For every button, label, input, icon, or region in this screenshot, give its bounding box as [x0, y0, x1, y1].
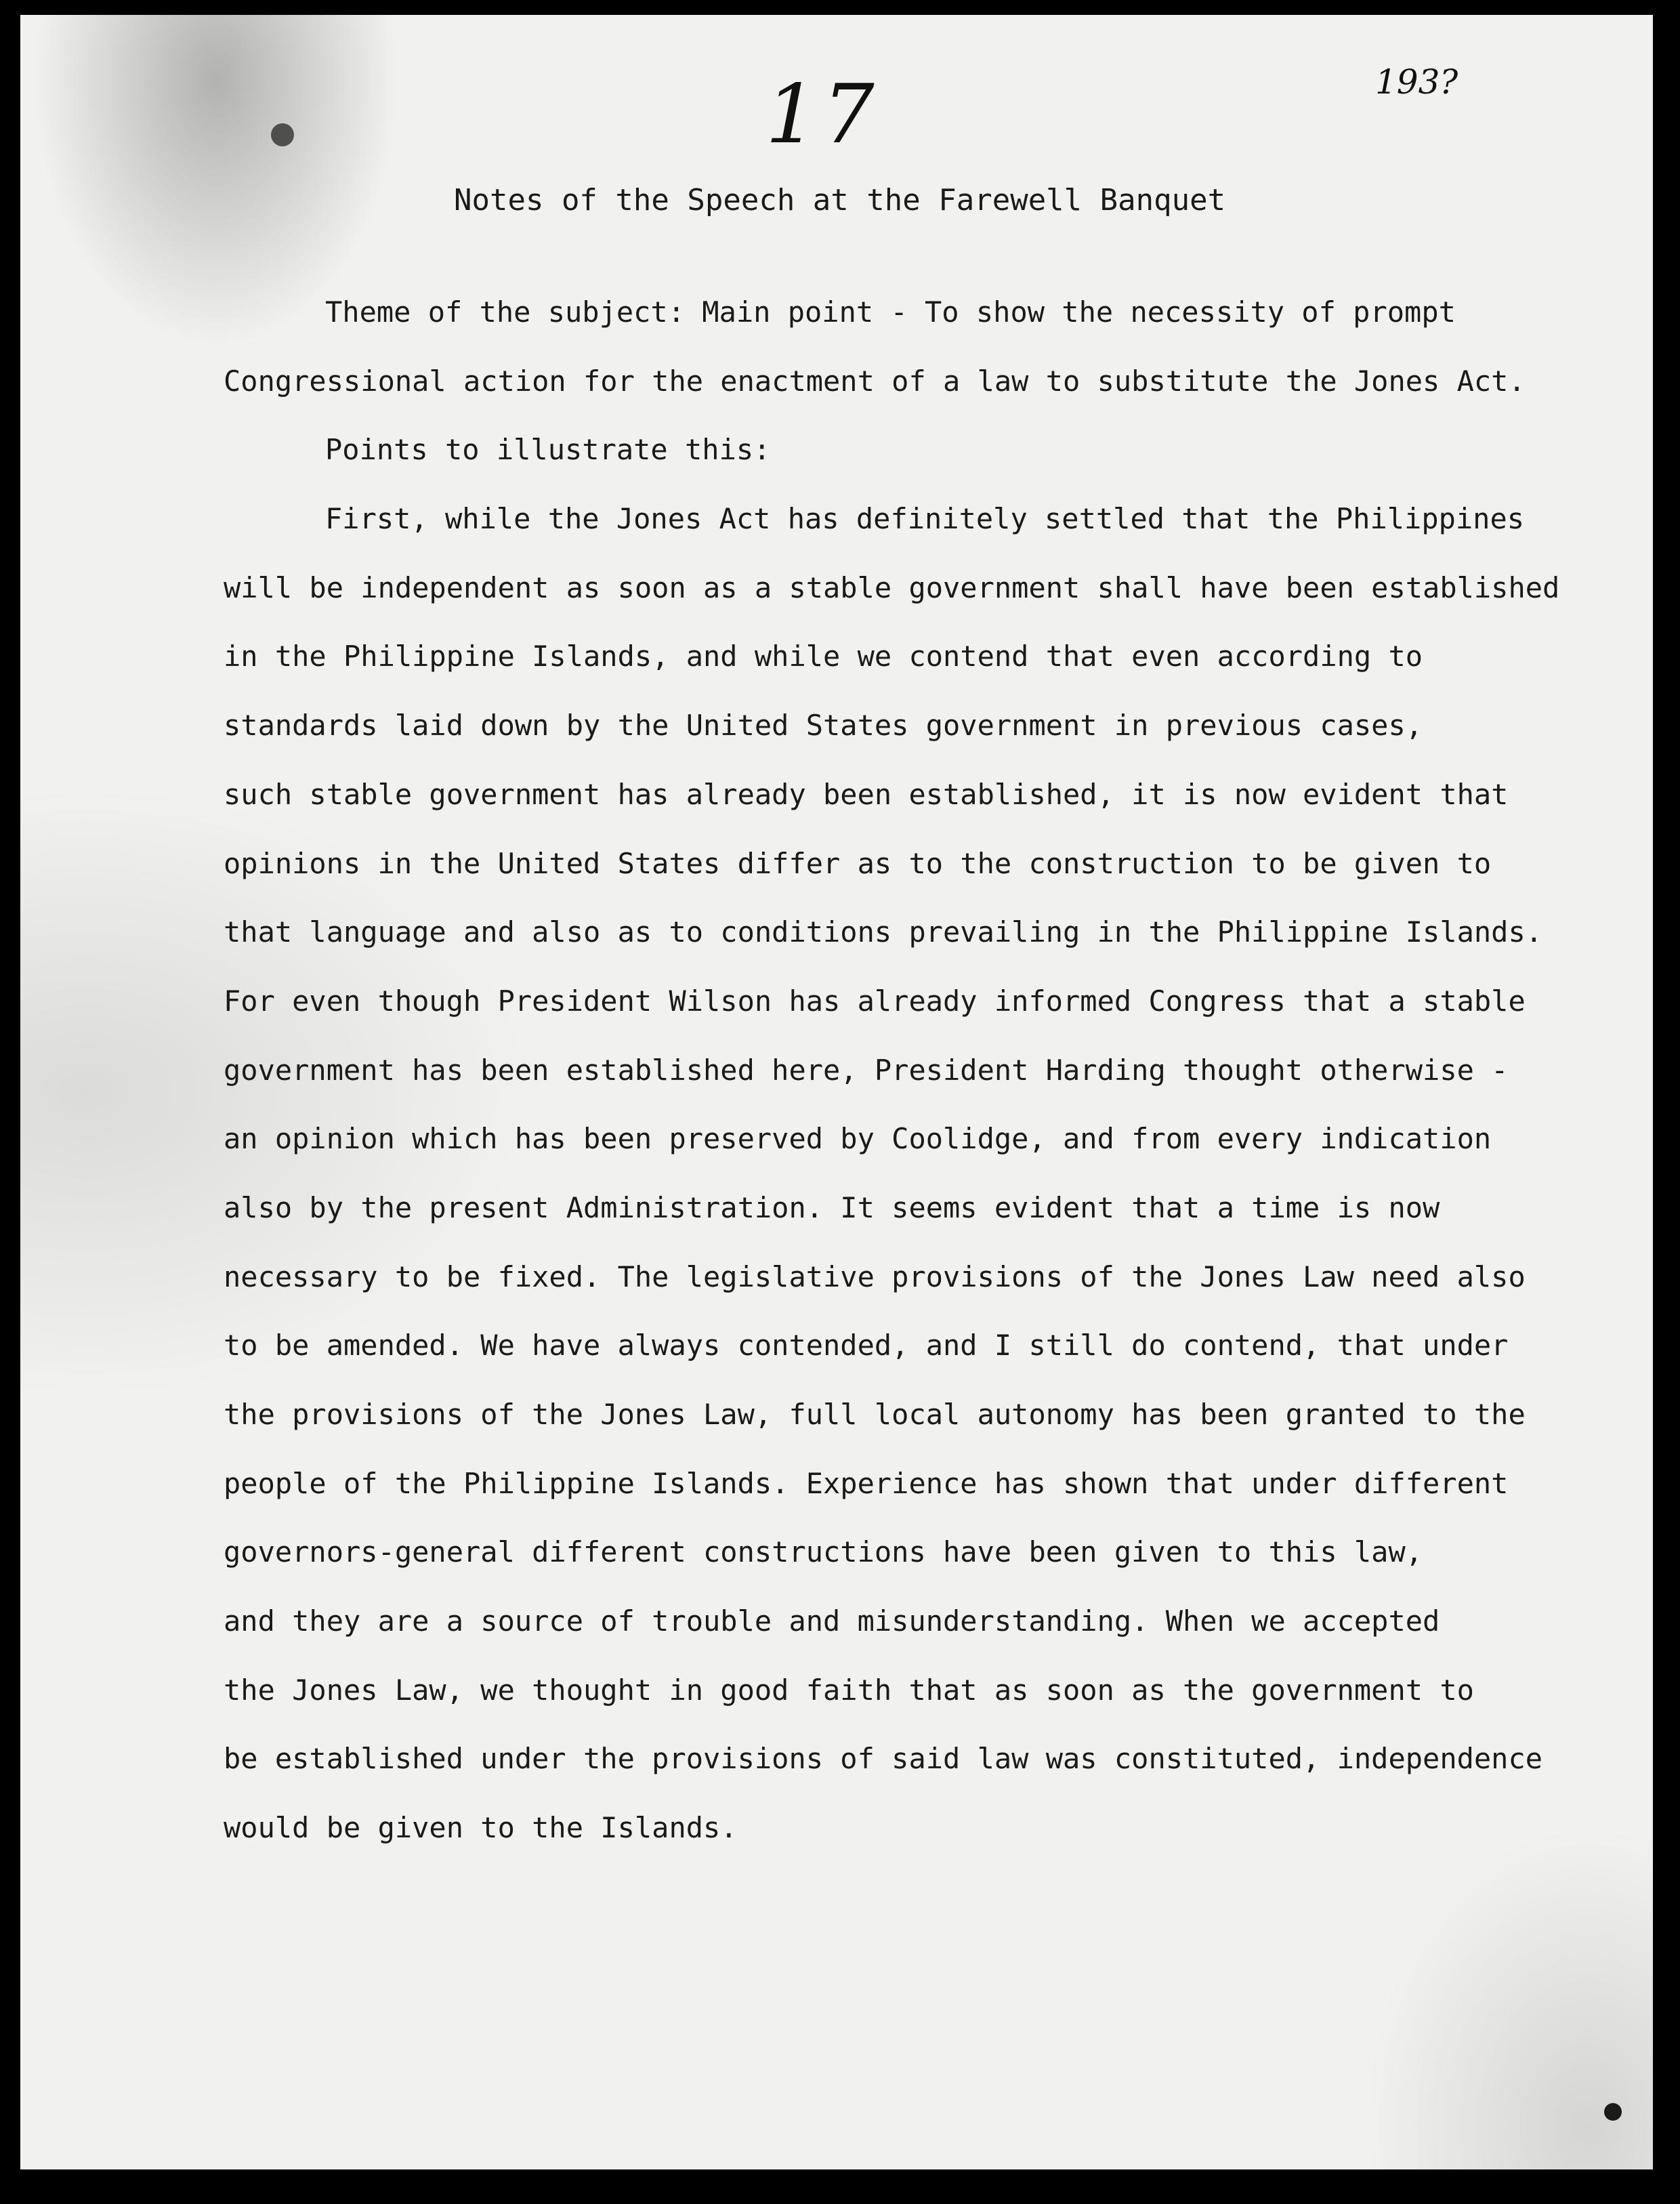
- text-line: be established under the provisions of said law was constituted, independence: [224, 1742, 1543, 1776]
- text-line: First, while the Jones Act has definitely settled that the Philippines: [325, 502, 1525, 536]
- ink-spot: [271, 123, 294, 146]
- text-line: that language and also as to conditions prevailing in the Philippine Islands.: [224, 915, 1543, 949]
- text-line: the Jones Law, we thought in good faith that as soon as the government to: [224, 1673, 1474, 1707]
- text-line: to be amended. We have always contended, and I still do contend, that under: [224, 1329, 1509, 1363]
- text-line: Theme of the subject: Main point - To show the necessity of prompt: [325, 295, 1456, 329]
- text-line: an opinion which has been preserved by Coolidge, and from every indication: [224, 1122, 1492, 1156]
- text-line: also by the present Administration. It seems evident that a time is now: [224, 1190, 1440, 1224]
- text-line: the provisions of the Jones Law, full local autonomy has been granted to the: [224, 1398, 1526, 1431]
- document-title: Notes of the Speech at the Farewell Banquet: [454, 183, 1226, 217]
- text-line: such stable government has already been established, it is now evident that: [224, 777, 1509, 811]
- text-line: necessary to be fixed. The legislative provisions of the Jones Law need also: [224, 1260, 1526, 1293]
- text-line: will be independent as soon as a stable government shall have been established: [224, 570, 1560, 604]
- ink-spot: [1604, 2103, 1622, 2121]
- text-line: For even though President Wilson has already informed Congress that a stable: [224, 984, 1526, 1018]
- document-body: [224, 278, 1612, 1863]
- text-line: governors-general different constructions have been given to this law,: [224, 1535, 1423, 1569]
- text-line: Congressional action for the enactment of a law to substitute the Jones Act.: [224, 364, 1526, 398]
- text-line: government has been established here, President Harding thought otherwise -: [224, 1053, 1509, 1087]
- text-line: Points to illustrate this:: [325, 433, 771, 467]
- text-line: and they are a source of trouble and misunderstanding. When we accepted: [224, 1604, 1440, 1638]
- text-line: would be given to the Islands.: [224, 1811, 738, 1845]
- handwritten-page-number: 17: [765, 68, 880, 162]
- document-page: [20, 15, 1653, 2169]
- text-line: people of the Philippine Islands. Experience has shown that under different: [224, 1466, 1509, 1500]
- text-line: in the Philippine Islands, and while we contend that even according to: [224, 640, 1423, 673]
- handwritten-year-mark: 193?: [1375, 62, 1458, 102]
- text-line: standards laid down by the United States government in previous cases,: [224, 709, 1423, 743]
- text-line: opinions in the United States differ as to the construction to be given to: [224, 846, 1492, 880]
